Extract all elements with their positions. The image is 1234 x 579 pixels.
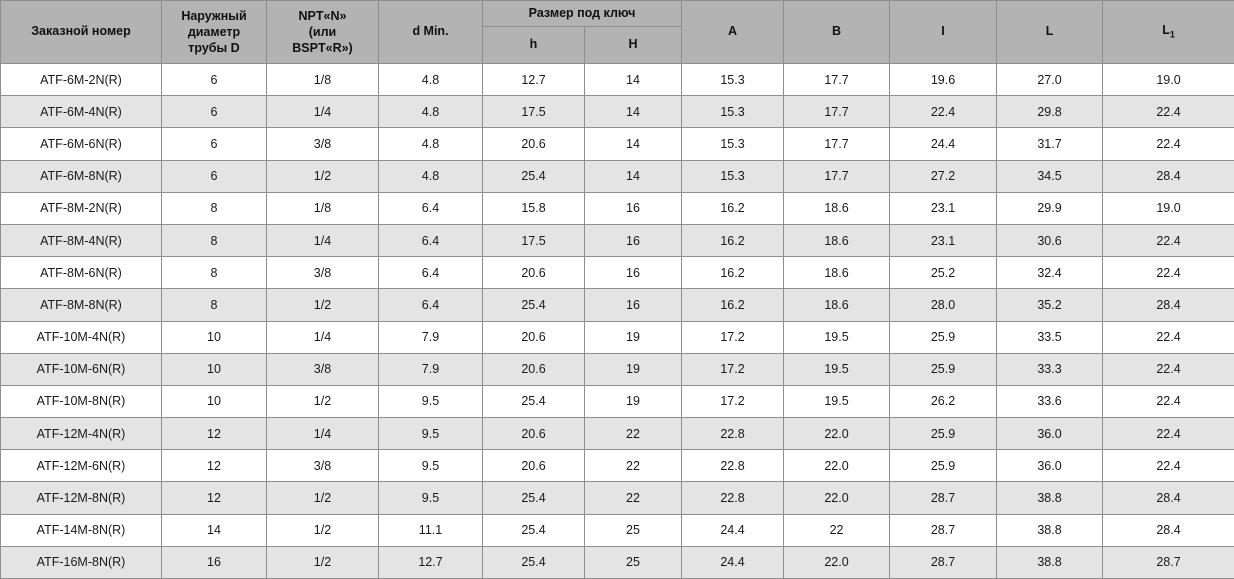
cell-A: 15.3 (682, 160, 784, 192)
cell-B: 18.6 (784, 224, 890, 256)
cell-I: 25.9 (890, 418, 997, 450)
header-npt (267, 1, 379, 64)
cell-d-min: 9.5 (379, 450, 483, 482)
cell-L1: 28.4 (1103, 289, 1234, 321)
cell-d-min: 9.5 (379, 385, 483, 417)
cell-A: 17.2 (682, 321, 784, 353)
header-l1-base: L (1162, 23, 1170, 37)
table-row (1, 224, 1234, 256)
cell-npt: 1/4 (267, 321, 379, 353)
cell-I: 24.4 (890, 128, 997, 160)
cell-d-min: 9.5 (379, 418, 483, 450)
cell-d-min: 4.8 (379, 128, 483, 160)
cell-A: 16.2 (682, 257, 784, 289)
cell-B: 22 (784, 514, 890, 546)
cell-order-number: ATF-10M-8N(R) (1, 385, 162, 417)
header-order-number: Заказной номер (1, 1, 162, 64)
cell-d-min: 11.1 (379, 514, 483, 546)
header-i: I (890, 1, 997, 64)
cell-pipe-diameter: 6 (162, 64, 267, 96)
cell-h: 20.6 (483, 128, 585, 160)
cell-H: 19 (585, 353, 682, 385)
table-row (1, 192, 1234, 224)
cell-d-min: 6.4 (379, 192, 483, 224)
cell-B: 17.7 (784, 128, 890, 160)
table-row (1, 96, 1234, 128)
cell-A: 16.2 (682, 192, 784, 224)
cell-pipe-diameter: 14 (162, 514, 267, 546)
cell-L1: 19.0 (1103, 192, 1234, 224)
cell-order-number: ATF-6M-2N(R) (1, 64, 162, 96)
cell-L1: 28.4 (1103, 482, 1234, 514)
cell-npt: 1/4 (267, 224, 379, 256)
cell-L1: 28.4 (1103, 160, 1234, 192)
cell-h: 17.5 (483, 224, 585, 256)
cell-L1: 22.4 (1103, 353, 1234, 385)
cell-A: 24.4 (682, 514, 784, 546)
cell-H: 22 (585, 482, 682, 514)
cell-A: 16.2 (682, 224, 784, 256)
header-a: A (682, 1, 784, 64)
cell-h: 25.4 (483, 385, 585, 417)
cell-L: 29.8 (997, 96, 1103, 128)
cell-L: 30.6 (997, 224, 1103, 256)
cell-L: 29.9 (997, 192, 1103, 224)
table-row (1, 257, 1234, 289)
cell-I: 23.1 (890, 224, 997, 256)
cell-L1: 22.4 (1103, 257, 1234, 289)
cell-I: 28.7 (890, 514, 997, 546)
cell-h: 15.8 (483, 192, 585, 224)
cell-H: 25 (585, 514, 682, 546)
cell-pipe-diameter: 12 (162, 418, 267, 450)
cell-d-min: 7.9 (379, 353, 483, 385)
cell-order-number: ATF-12M-8N(R) (1, 482, 162, 514)
cell-L1: 28.7 (1103, 546, 1234, 578)
cell-order-number: ATF-8M-8N(R) (1, 289, 162, 321)
cell-B: 18.6 (784, 257, 890, 289)
cell-npt: 3/8 (267, 450, 379, 482)
cell-L: 36.0 (997, 418, 1103, 450)
cell-h: 25.4 (483, 482, 585, 514)
cell-L: 38.8 (997, 514, 1103, 546)
cell-L1: 22.4 (1103, 96, 1234, 128)
header-pipe-diameter-line1: Наружный (162, 8, 266, 24)
cell-npt: 3/8 (267, 353, 379, 385)
cell-A: 17.2 (682, 353, 784, 385)
cell-d-min: 9.5 (379, 482, 483, 514)
cell-L1: 22.4 (1103, 321, 1234, 353)
cell-h: 20.6 (483, 321, 585, 353)
cell-I: 26.2 (890, 385, 997, 417)
cell-L: 32.4 (997, 257, 1103, 289)
cell-L1: 22.4 (1103, 128, 1234, 160)
table-row (1, 128, 1234, 160)
cell-npt: 1/2 (267, 160, 379, 192)
table-row (1, 64, 1234, 96)
cell-B: 17.7 (784, 96, 890, 128)
cell-pipe-diameter: 12 (162, 450, 267, 482)
cell-npt: 1/2 (267, 289, 379, 321)
cell-I: 25.2 (890, 257, 997, 289)
cell-d-min: 6.4 (379, 224, 483, 256)
header-pipe-diameter (162, 1, 267, 64)
table-row (1, 418, 1234, 450)
cell-L1: 22.4 (1103, 224, 1234, 256)
cell-d-min: 4.8 (379, 96, 483, 128)
cell-h: 20.6 (483, 450, 585, 482)
cell-pipe-diameter: 8 (162, 224, 267, 256)
cell-H: 22 (585, 450, 682, 482)
cell-h: 17.5 (483, 96, 585, 128)
cell-pipe-diameter: 8 (162, 192, 267, 224)
cell-L: 38.8 (997, 546, 1103, 578)
table-header (1, 1, 1234, 64)
cell-pipe-diameter: 6 (162, 128, 267, 160)
cell-H: 16 (585, 192, 682, 224)
cell-h: 25.4 (483, 289, 585, 321)
cell-A: 17.2 (682, 385, 784, 417)
cell-H: 19 (585, 321, 682, 353)
cell-h: 20.6 (483, 418, 585, 450)
cell-npt: 3/8 (267, 257, 379, 289)
cell-A: 15.3 (682, 64, 784, 96)
cell-order-number: ATF-8M-2N(R) (1, 192, 162, 224)
cell-d-min: 7.9 (379, 321, 483, 353)
cell-A: 15.3 (682, 96, 784, 128)
cell-I: 28.7 (890, 482, 997, 514)
cell-L: 27.0 (997, 64, 1103, 96)
cell-order-number: ATF-14M-8N(R) (1, 514, 162, 546)
table-row (1, 289, 1234, 321)
cell-H: 14 (585, 160, 682, 192)
cell-h: 20.6 (483, 257, 585, 289)
cell-npt: 1/2 (267, 482, 379, 514)
cell-B: 19.5 (784, 385, 890, 417)
cell-A: 16.2 (682, 289, 784, 321)
cell-I: 25.9 (890, 450, 997, 482)
cell-B: 19.5 (784, 321, 890, 353)
cell-A: 24.4 (682, 546, 784, 578)
cell-pipe-diameter: 10 (162, 385, 267, 417)
cell-H: 14 (585, 96, 682, 128)
header-l: L (997, 1, 1103, 64)
cell-pipe-diameter: 8 (162, 257, 267, 289)
table-row (1, 482, 1234, 514)
cell-npt: 1/2 (267, 385, 379, 417)
cell-h: 25.4 (483, 160, 585, 192)
header-d-min: d Min. (379, 1, 483, 64)
cell-H: 16 (585, 289, 682, 321)
table-row (1, 514, 1234, 546)
cell-B: 19.5 (784, 353, 890, 385)
cell-npt: 1/2 (267, 546, 379, 578)
cell-A: 15.3 (682, 128, 784, 160)
cell-I: 19.6 (890, 64, 997, 96)
cell-L: 33.6 (997, 385, 1103, 417)
cell-L1: 19.0 (1103, 64, 1234, 96)
cell-H: 16 (585, 257, 682, 289)
header-pipe-diameter-line3: трубы D (162, 40, 266, 56)
cell-L: 36.0 (997, 450, 1103, 482)
table-row (1, 385, 1234, 417)
header-l1-sub: 1 (1170, 30, 1175, 40)
cell-d-min: 6.4 (379, 289, 483, 321)
cell-pipe-diameter: 8 (162, 289, 267, 321)
header-pipe-diameter-line2: диаметр (162, 24, 266, 40)
cell-H: 14 (585, 128, 682, 160)
cell-pipe-diameter: 10 (162, 321, 267, 353)
header-npt-line1: NPT«N» (267, 8, 378, 24)
cell-npt: 1/8 (267, 192, 379, 224)
cell-h: 25.4 (483, 514, 585, 546)
cell-npt: 3/8 (267, 128, 379, 160)
cell-B: 22.0 (784, 482, 890, 514)
cell-order-number: ATF-10M-4N(R) (1, 321, 162, 353)
cell-B: 22.0 (784, 546, 890, 578)
header-row-group (1, 1, 1234, 27)
cell-A: 22.8 (682, 450, 784, 482)
cell-order-number: ATF-12M-4N(R) (1, 418, 162, 450)
cell-d-min: 4.8 (379, 160, 483, 192)
cell-pipe-diameter: 12 (162, 482, 267, 514)
cell-I: 28.0 (890, 289, 997, 321)
cell-pipe-diameter: 6 (162, 96, 267, 128)
cell-order-number: ATF-8M-4N(R) (1, 224, 162, 256)
cell-L: 33.3 (997, 353, 1103, 385)
header-wrench-size-group: Размер под ключ (483, 1, 682, 27)
cell-B: 17.7 (784, 160, 890, 192)
cell-npt: 1/2 (267, 514, 379, 546)
table-body (1, 64, 1234, 579)
cell-L: 38.8 (997, 482, 1103, 514)
cell-d-min: 6.4 (379, 257, 483, 289)
cell-L: 33.5 (997, 321, 1103, 353)
cell-B: 22.0 (784, 450, 890, 482)
cell-L1: 28.4 (1103, 514, 1234, 546)
header-h-small: h (483, 27, 585, 64)
cell-d-min: 12.7 (379, 546, 483, 578)
cell-order-number: ATF-10M-6N(R) (1, 353, 162, 385)
header-l1 (1103, 1, 1234, 64)
table-row (1, 450, 1234, 482)
header-b: B (784, 1, 890, 64)
cell-H: 19 (585, 385, 682, 417)
cell-npt: 1/4 (267, 418, 379, 450)
cell-B: 22.0 (784, 418, 890, 450)
cell-h: 25.4 (483, 546, 585, 578)
cell-H: 22 (585, 418, 682, 450)
table-row (1, 160, 1234, 192)
cell-order-number: ATF-8M-6N(R) (1, 257, 162, 289)
cell-L: 34.5 (997, 160, 1103, 192)
cell-A: 22.8 (682, 418, 784, 450)
cell-h: 20.6 (483, 353, 585, 385)
cell-I: 22.4 (890, 96, 997, 128)
cell-pipe-diameter: 16 (162, 546, 267, 578)
cell-B: 18.6 (784, 192, 890, 224)
cell-L1: 22.4 (1103, 418, 1234, 450)
cell-order-number: ATF-6M-8N(R) (1, 160, 162, 192)
cell-I: 28.7 (890, 546, 997, 578)
cell-pipe-diameter: 6 (162, 160, 267, 192)
header-h-capital: H (585, 27, 682, 64)
cell-npt: 1/8 (267, 64, 379, 96)
cell-B: 18.6 (784, 289, 890, 321)
header-npt-line3: BSPT«R») (267, 40, 378, 56)
cell-order-number: ATF-12M-6N(R) (1, 450, 162, 482)
cell-order-number: ATF-16M-8N(R) (1, 546, 162, 578)
header-npt-line2: (или (267, 24, 378, 40)
cell-I: 23.1 (890, 192, 997, 224)
cell-I: 25.9 (890, 353, 997, 385)
cell-h: 12.7 (483, 64, 585, 96)
cell-H: 25 (585, 546, 682, 578)
cell-npt: 1/4 (267, 96, 379, 128)
cell-A: 22.8 (682, 482, 784, 514)
cell-L: 35.2 (997, 289, 1103, 321)
table-row (1, 321, 1234, 353)
cell-order-number: ATF-6M-6N(R) (1, 128, 162, 160)
cell-L1: 22.4 (1103, 450, 1234, 482)
cell-I: 27.2 (890, 160, 997, 192)
table-row (1, 353, 1234, 385)
cell-L1: 22.4 (1103, 385, 1234, 417)
cell-B: 17.7 (784, 64, 890, 96)
cell-H: 16 (585, 224, 682, 256)
table-row (1, 546, 1234, 578)
cell-d-min: 4.8 (379, 64, 483, 96)
cell-L: 31.7 (997, 128, 1103, 160)
cell-order-number: ATF-6M-4N(R) (1, 96, 162, 128)
cell-pipe-diameter: 10 (162, 353, 267, 385)
cell-I: 25.9 (890, 321, 997, 353)
cell-H: 14 (585, 64, 682, 96)
